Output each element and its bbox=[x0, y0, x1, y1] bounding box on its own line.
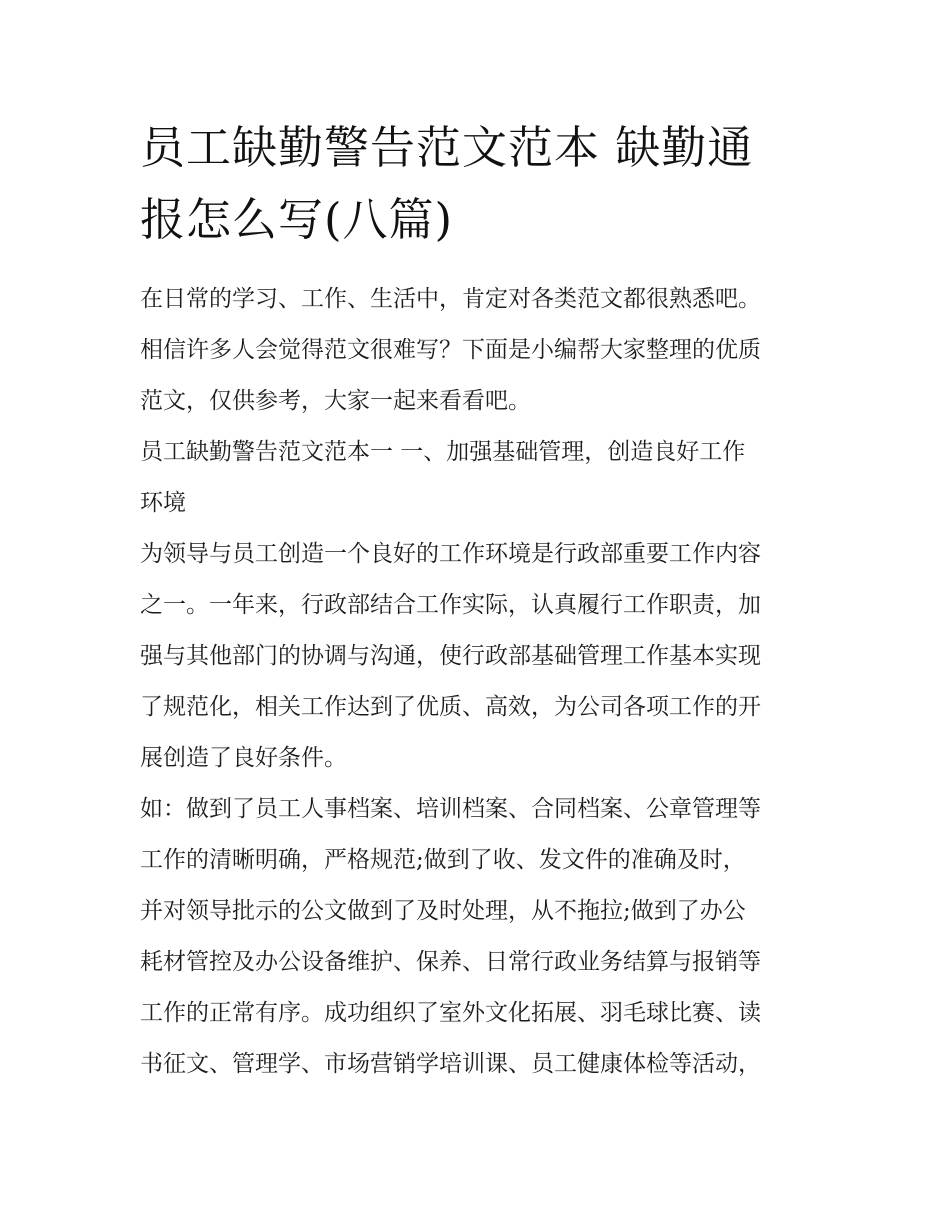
text-line: 书征文、管理学、市场营销学培训课、员工健康体检等活动， bbox=[140, 1051, 761, 1077]
intro-paragraph bbox=[140, 274, 830, 427]
text-line: 了规范化，相关工作达到了优质、高效，为公司各项工作的开 bbox=[140, 694, 761, 720]
text-line: 耗材管控及办公设备维护、保养、日常行政业务结算与报销等 bbox=[140, 949, 761, 975]
text-line: 之一。一年来，行政部结合工作实际，认真履行工作职责，加 bbox=[140, 592, 761, 618]
text-line: 员工缺勤警告范文范本一 一、加强基础管理，创造良好工作 bbox=[140, 439, 746, 465]
text-line: 展创造了良好条件。 bbox=[140, 745, 347, 771]
document-body bbox=[140, 274, 830, 1090]
text-line: 如：做到了员工人事档案、培训档案、合同档案、公章管理等 bbox=[140, 796, 761, 822]
text-line: 工作的正常有序。成功组织了室外文化拓展、羽毛球比赛、读 bbox=[140, 1000, 761, 1026]
text-line: 相信许多人会觉得范文很难写？下面是小编帮大家整理的优质 bbox=[140, 337, 761, 363]
text-line: 范文，仅供参考，大家一起来看看吧。 bbox=[140, 388, 531, 414]
title-line: 报怎么写(八篇) bbox=[140, 193, 454, 246]
text-line: 环境 bbox=[140, 490, 186, 516]
text-line: 强与其他部门的协调与沟通，使行政部基础管理工作基本实现 bbox=[140, 643, 761, 669]
text-line: 并对领导批示的公文做到了及时处理，从不拖拉;做到了办公 bbox=[140, 898, 746, 924]
section-heading-paragraph bbox=[140, 427, 830, 529]
title-line: 员工缺勤警告范文范本 缺勤通 bbox=[140, 121, 754, 174]
text-line: 为领导与员工创造一个良好的工作环境是行政部重要工作内容 bbox=[140, 541, 761, 567]
body-paragraph bbox=[140, 784, 830, 1090]
text-line: 工作的清晰明确，严格规范;做到了收、发文件的准确及时， bbox=[140, 847, 746, 873]
body-paragraph bbox=[140, 529, 830, 784]
text-line: 在日常的学习、工作、生活中，肯定对各类范文都很熟悉吧。 bbox=[140, 286, 761, 312]
document-title bbox=[140, 112, 830, 256]
